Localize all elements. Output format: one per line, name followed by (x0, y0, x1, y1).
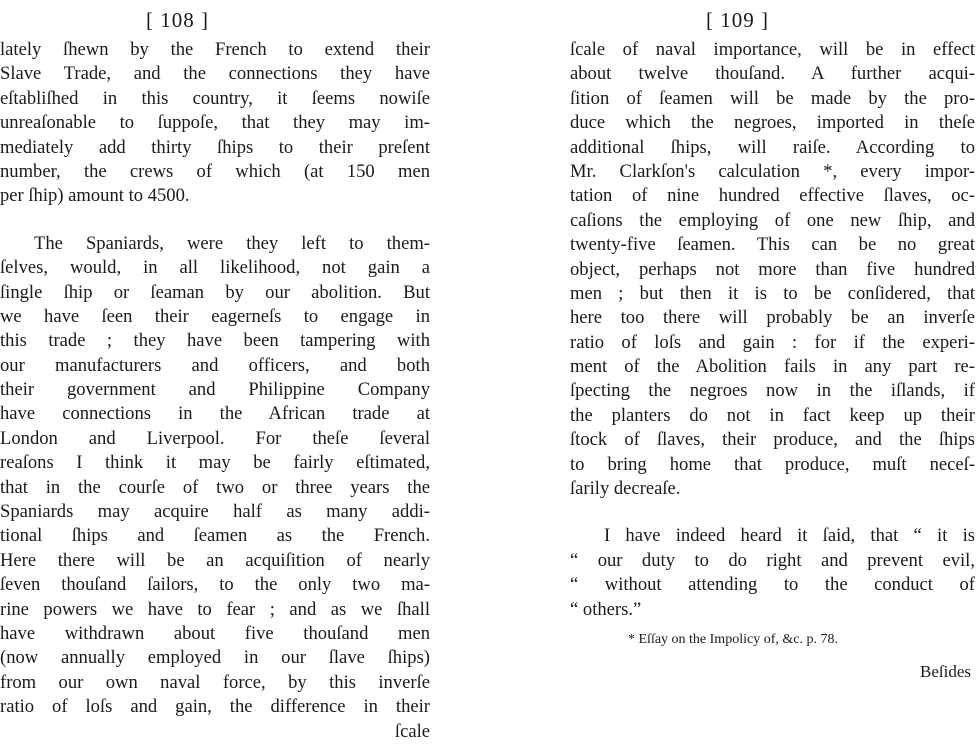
text-line: ſpecting the negroes now in the iſlands, if (570, 380, 975, 402)
footnote: * Eſſay on the Impolicy of, &c. p. 78. (628, 632, 838, 647)
text-line: lately ſhewn by the French to extend their (0, 39, 430, 60)
text-line: duce which the negroes, imported in theſe (570, 112, 975, 134)
text-line: ratio of loſs and gain, the difference in their (0, 696, 430, 718)
text-line: ſeven thouſand ſailors, to the only two ma- (0, 574, 430, 596)
text-line: have connections in the African trade at (0, 403, 430, 425)
text-line: The Spaniards, were they left to them- (34, 232, 430, 254)
text-line: object, perhaps not more than five hundred (570, 258, 975, 280)
text-line: Here there will be an acquiſition of nearly (0, 549, 430, 571)
text-line: Mr. Clarkſon's calculation *, every impor- (570, 160, 975, 182)
text-line: per ſhip) amount to 4500. (0, 185, 190, 207)
text-line: tional ſhips and ſeamen as the French. (0, 525, 430, 547)
page-header-108: [ 108 ] (146, 8, 209, 32)
catchword: ſcale (394, 720, 430, 742)
text-line: ment of the Abolition fails in any part re- (570, 356, 975, 378)
right-page-body (570, 38, 975, 622)
text-line: men ; but then it is to be conſidered, that (570, 282, 975, 304)
text-line: ſelves, would, in all likelihood, not gain a (0, 257, 430, 279)
page-header-109: [ 109 ] (706, 8, 769, 32)
catchword: Beſides (920, 662, 971, 681)
text-line: ſtock of ſlaves, their produce, and the ſhips (570, 429, 975, 451)
text-line: ſcale of naval importance, will be in effect (570, 39, 975, 60)
text-line: their government and Philippine Company (0, 379, 430, 401)
left-page-body (0, 38, 430, 744)
text-line: additional ſhips, will raiſe. According to (570, 136, 975, 158)
text-line: “ others.” (570, 598, 642, 620)
text-line: about twelve thouſand. A further acqui- (570, 63, 975, 85)
text-line: “ our duty to do right and prevent evil, (570, 549, 975, 571)
text-line: London and Liverpool. For theſe ſeveral (0, 427, 430, 449)
text-line: the planters do not in fact keep up their (570, 404, 975, 426)
text-line: here too there will probably be an inverſe (570, 307, 975, 329)
text-line: mediately add thirty ſhips to their preſent (0, 136, 430, 158)
text-line: we have ſeen their eagerneſs to engage in (0, 305, 430, 327)
text-line: Slave Trade, and the connections they have (0, 63, 430, 85)
text-line: that in the courſe of two or three years the (0, 476, 430, 498)
text-line: eſtabliſhed in this country, it ſeems nowiſe (0, 87, 430, 109)
text-line: caſions the employing of one new ſhip, and (570, 209, 975, 231)
text-line: Spaniards may acquire half as many addi- (0, 501, 430, 523)
text-line: unreaſonable to ſuppoſe, that they may im- (0, 112, 430, 134)
text-line: ratio of loſs and gain : for if the experi- (570, 331, 975, 353)
text-line: I have indeed heard it ſaid, that “ it is (604, 525, 975, 547)
text-line: “ without attending to the conduct of (570, 574, 975, 596)
text-line: have withdrawn about five thouſand men (0, 622, 430, 644)
text-line: tation of nine hundred effective ſlaves, oc- (570, 185, 975, 207)
text-line: ſarily decreaſe. (570, 478, 681, 500)
text-line: ſition of ſeamen will be made by the pro- (570, 87, 975, 109)
text-line: our manufacturers and officers, and both (0, 354, 430, 376)
text-line: twenty-five ſeamen. This can be no great (570, 234, 975, 256)
text-line: (now annually employed in our ſlave ſhips) (0, 647, 430, 669)
text-line: number, the crews of which (at 150 men (0, 160, 430, 182)
text-line: this trade ; they have been tampering with (0, 330, 430, 352)
text-line: from our own naval force, by this inverſe (0, 671, 430, 693)
text-line: rine powers we have to fear ; and as we ſhall (0, 598, 430, 620)
text-line: ſingle ſhip or ſeaman by our abolition. But (0, 281, 430, 303)
text-line: reaſons I think it may be fairly eſtimated, (0, 452, 430, 474)
text-line: to bring home that produce, muſt neceſ- (570, 453, 975, 475)
